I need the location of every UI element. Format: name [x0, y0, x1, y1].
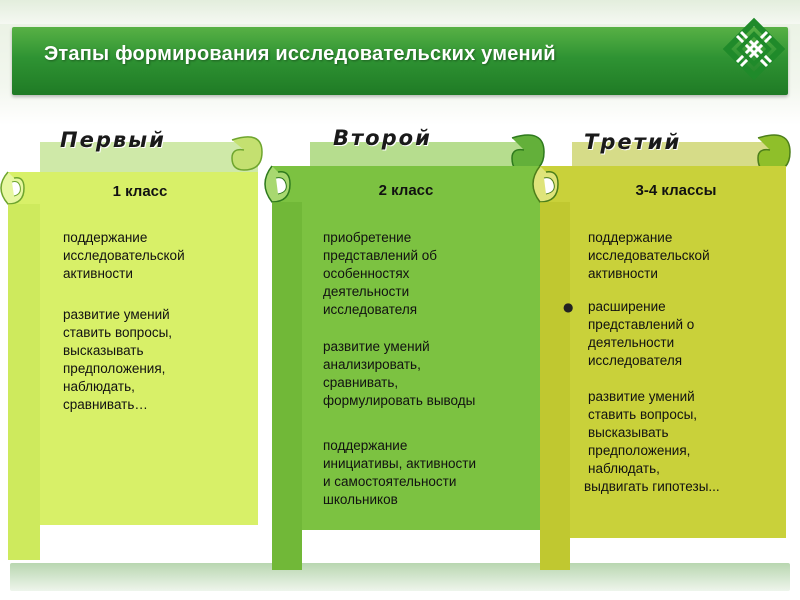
page-title: Этапы формирования исследовательских умений	[44, 43, 556, 65]
grade-label-third: 3-4 классы	[635, 182, 717, 199]
grade-label-second: 2 класс	[378, 182, 434, 199]
stage-label-third: Третий	[584, 130, 682, 154]
logo-icon	[719, 14, 789, 84]
stage-label-second: Второй	[333, 126, 432, 150]
header-top-strip	[0, 0, 800, 24]
grade-label-first: 1 класс	[112, 183, 168, 200]
stage-label-first: Первый	[60, 128, 166, 152]
